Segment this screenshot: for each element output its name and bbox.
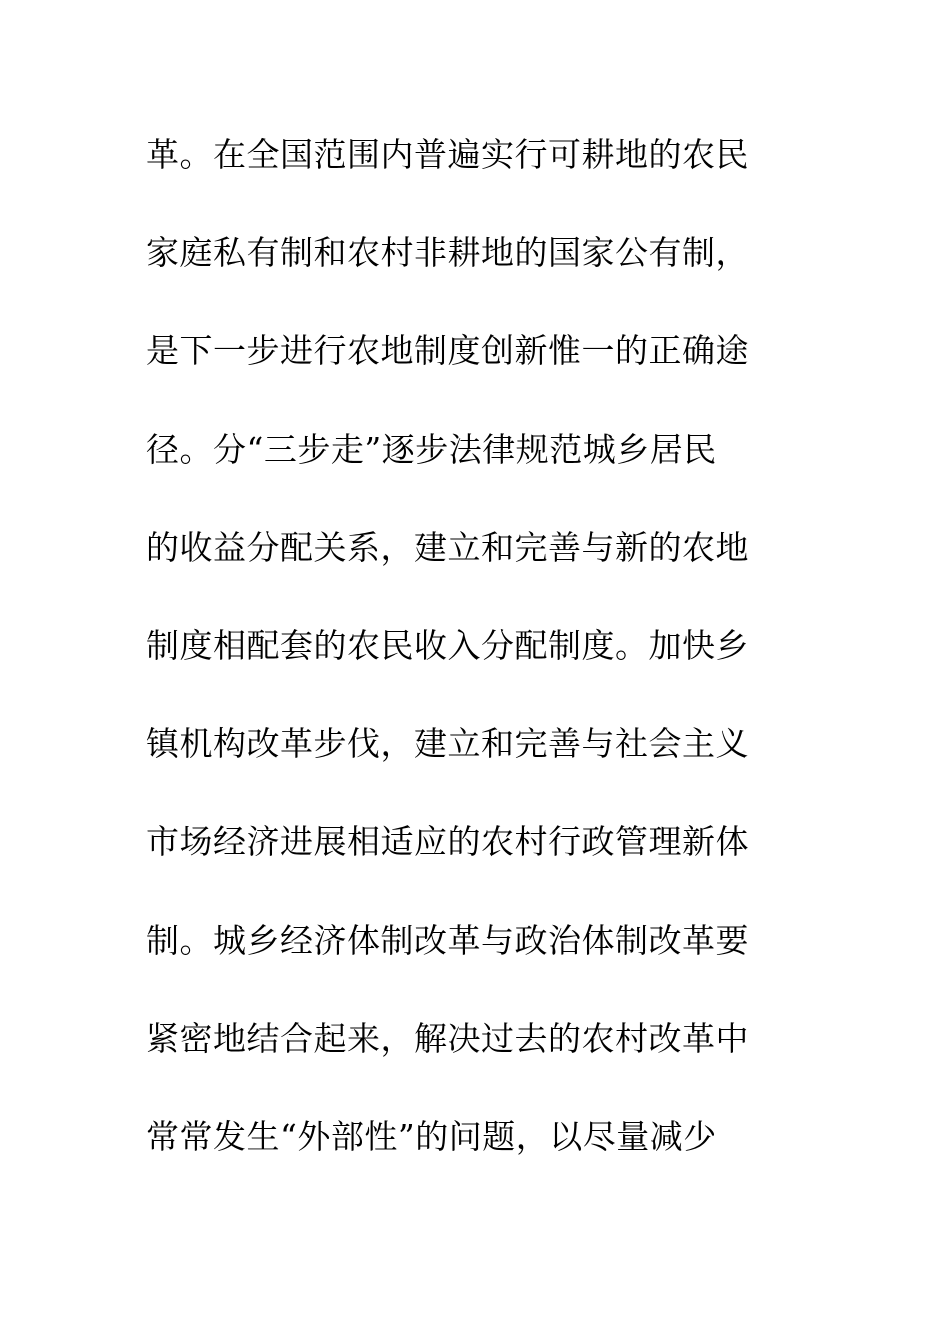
text-line-11: 常常发生“外部性”的问题，以尽量减少 <box>146 1116 717 1156</box>
text-line-3: 是下一步进行农地制度创新惟一的正确途 <box>146 331 749 371</box>
text-line-9: 制。城乡经济体制改革与政治体制改革要 <box>146 920 749 960</box>
text-line-10: 紧密地结合起来，解决过去的农村改革中 <box>146 1018 749 1058</box>
text-line-8: 市场经济进展相适应的农村行政管理新体 <box>146 822 749 862</box>
body-text <box>146 124 806 1204</box>
text-line-1: 革。在全国范围内普遍实行可耕地的农民 <box>146 135 749 174</box>
text-line-7: 镇机构改革步伐，建立和完善与社会主义 <box>146 724 749 764</box>
text-line-6: 制度相配套的农民收入分配制度。加快乡 <box>146 625 749 665</box>
text-line-4: 径。分“三步走”逐步法律规范城乡居民 <box>146 429 717 469</box>
text-line-2: 家庭私有制和农村非耕地的国家公有制， <box>146 233 749 273</box>
text-line-5: 的收益分配关系，建立和完善与新的农地 <box>146 527 749 567</box>
